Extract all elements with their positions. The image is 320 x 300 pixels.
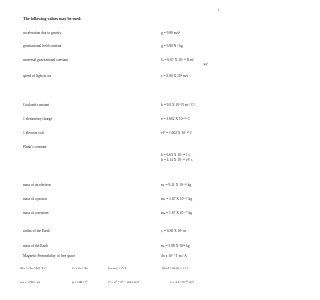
constant-value: mₑ = 9.11 X 10⁻³¹ kg xyxy=(161,183,192,187)
constant-value: g = 9.80 m/s² xyxy=(161,31,181,35)
constant-value: eV = 1.602 X 10⁻¹⁹ J xyxy=(161,131,192,135)
constant-row xyxy=(23,131,216,137)
constant-value: mₚ = 1.67 X 10⁻²⁷ kg xyxy=(161,197,193,201)
constant-row xyxy=(23,211,216,217)
constant-row xyxy=(23,103,216,109)
constant-value: 4π x 10⁻⁷ T m / A xyxy=(161,254,187,258)
constant-value: g = 9.80 N / kg xyxy=(161,44,183,48)
constant-label: universal gravitational constant xyxy=(23,58,69,62)
constant-row xyxy=(23,183,216,189)
formula: (sin θ / sin ψ) = v / c xyxy=(162,266,189,270)
constant-value: G = 6.67 X 10⁻¹¹ N m² xyxy=(161,58,195,62)
constant-label: Magnetic Permeability of free space xyxy=(23,254,76,258)
constant-row xyxy=(23,58,216,64)
constant-label: mass of a proton xyxy=(23,197,47,201)
constant-row xyxy=(23,145,216,162)
constant-label: mass of an electron xyxy=(23,183,51,187)
page-heading: The following values may be used: xyxy=(23,16,82,21)
constant-value-2: h = 4.14 X 10⁻¹⁵ eV s xyxy=(161,158,193,162)
constant-label: 1 electron volt xyxy=(23,131,44,135)
constant-value: mₑ = 5.98 X 10²⁴ kg xyxy=(161,244,190,248)
constant-label: 1 elementary charge xyxy=(23,117,53,121)
constant-label: acceleration due to gravity xyxy=(23,31,62,35)
constant-value: mₙ = 1.67 X 10⁻²⁷ kg xyxy=(161,211,193,215)
constant-row xyxy=(23,117,216,123)
constant-row xyxy=(23,31,216,37)
formula: ΔLₛ = (Lₚ / Δn) · Lₛ² xyxy=(20,266,47,270)
constant-row xyxy=(23,244,216,250)
constant-label: mass of a neutron xyxy=(23,211,49,215)
formula: g = GM / r² xyxy=(72,280,87,284)
constant-label: mass of the Earth xyxy=(23,244,49,248)
formula: vₚₕ = √(Tm / ρ) xyxy=(20,280,40,284)
constant-value: h = 6.63 X 10⁻³⁴ J s xyxy=(161,153,190,157)
constant-row xyxy=(23,229,216,235)
constant-label: radius of the Earth xyxy=(23,229,50,233)
constant-value: c = 3.00 X 10⁸ m/s xyxy=(161,74,189,78)
formula: λ = 4.1×10⁻³⁶ cm² xyxy=(170,280,194,284)
constant-value: e = 1.602 X 10⁻¹⁹ C xyxy=(161,117,191,121)
constant-row xyxy=(23,254,216,260)
constant-row xyxy=(23,197,216,203)
formula: c² = a² + b² − 2ab cos θ xyxy=(108,280,139,284)
constant-label: Plank’s constant xyxy=(23,145,47,149)
constant-row xyxy=(23,74,216,80)
constant-label: Coulomb constant xyxy=(23,103,50,107)
page-number: 1 xyxy=(217,8,219,12)
formula: fᵢₙₜₑₙₛᵢₜy = I / Iₒ xyxy=(108,266,128,270)
constant-row xyxy=(23,44,216,50)
constant-value: rₑ = 6.38 X 10⁶ m xyxy=(161,229,187,233)
formula: vₛ = Lₚ / Δn xyxy=(72,266,88,270)
constant-label: speed of light in air xyxy=(23,74,51,78)
constant-value: k = 9.0 X 10⁹ N m² / C² xyxy=(161,103,195,107)
constant-label: gravitational field constant xyxy=(23,44,62,48)
constant-unit-tail: /kg² xyxy=(203,62,209,66)
